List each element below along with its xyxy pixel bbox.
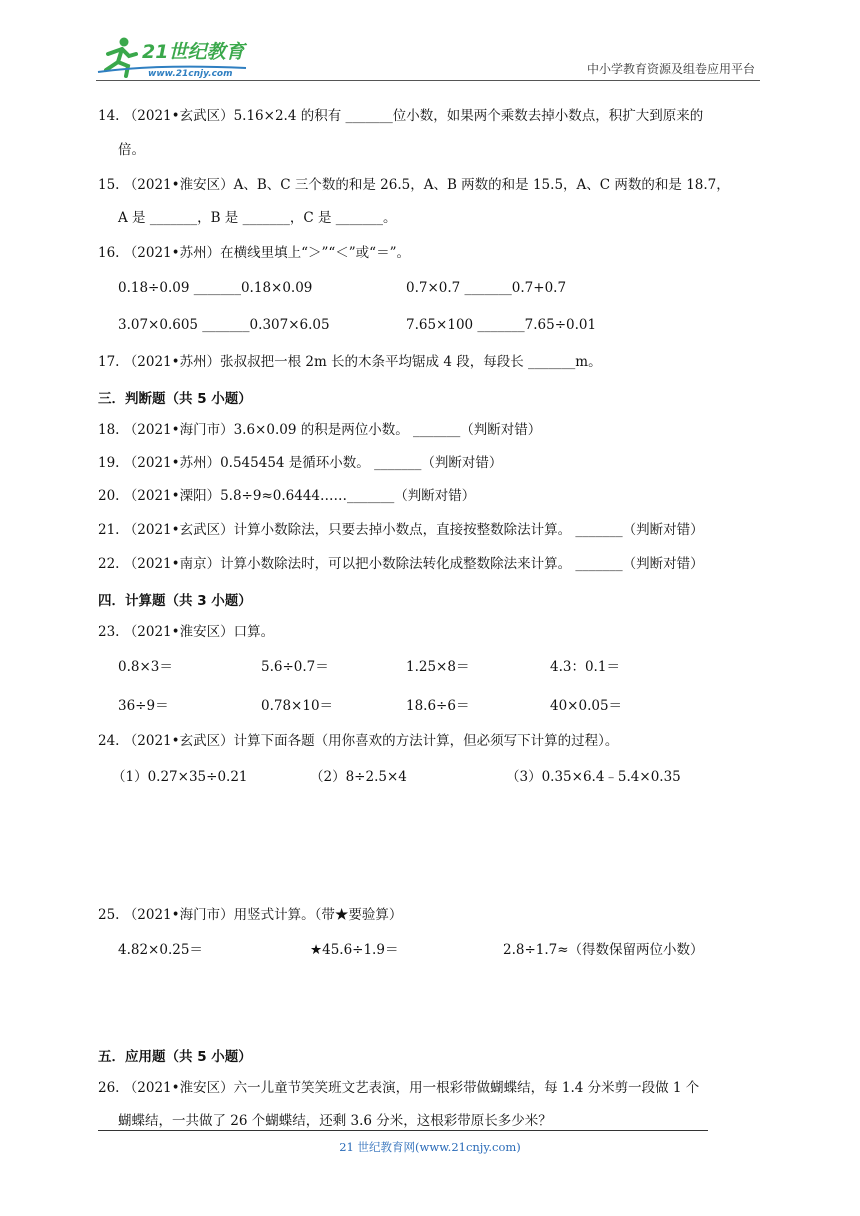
q24-part2: （2）8÷2.5×4 <box>310 769 407 785</box>
site-logo <box>96 34 266 78</box>
q15-line2: A 是 _______，B 是 _______，C 是 _______。 <box>118 210 397 226</box>
q23-item: 40×0.05＝ <box>550 698 623 714</box>
q25-item2: ★45.6÷1.9＝ <box>310 942 399 958</box>
q14-line1: 14. （2021•玄武区）5.16×2.4 的积有 _______位小数，如果两个乘数去掉小数点，积扩大到原来的 <box>98 108 704 124</box>
footer-link[interactable]: 21 世纪教育网(www.21cnjy.com) <box>339 1140 521 1154</box>
section-calculation-heading: 四．计算题（共 3 小题） <box>98 593 252 609</box>
q25-item3: 2.8÷1.7≈（得数保留两位小数） <box>503 942 704 958</box>
q23-item: 1.25×8＝ <box>406 659 470 675</box>
q16-item4: 7.65×100 _______7.65÷0.01 <box>406 317 597 333</box>
q17: 17. （2021•苏州）张叔叔把一根 2m 长的木条平均锯成 4 段，每段长 _______m。 <box>98 354 602 370</box>
section-application-heading: 五．应用题（共 5 小题） <box>98 1049 252 1065</box>
q22: 22. （2021•南京）计算小数除法时，可以把小数除法转化成整数除法来计算。 _______（判断对错） <box>98 556 704 572</box>
q23-stem: 23. （2021•淮安区）口算。 <box>98 624 275 640</box>
q25-stem: 25. （2021•海门市）用竖式计算。（带★要验算） <box>98 907 403 923</box>
q23-item: 4.3：0.1＝ <box>550 659 620 675</box>
q19: 19. （2021•苏州）0.545454 是循环小数。 _______（判断对错） <box>98 455 503 471</box>
q23-item: 36÷9＝ <box>118 698 169 714</box>
section-judgement-heading: 三．判断题（共 5 小题） <box>98 391 252 407</box>
q23-item: 0.78×10＝ <box>261 698 334 714</box>
header-divider <box>96 80 760 81</box>
q23-item: 18.6÷6＝ <box>406 698 470 714</box>
q24-part3: （3）0.35×6.4﹣5.4×0.35 <box>506 769 681 785</box>
q24-stem: 24. （2021•玄武区）计算下面各题（用你喜欢的方法计算，但必须写下计算的过程）。 <box>98 733 619 749</box>
q23-item: 0.8×3＝ <box>118 659 173 675</box>
q16-item1: 0.18÷0.09 _______0.18×0.09 <box>118 280 313 296</box>
q26-line1: 26. （2021•淮安区）六一儿童节笑笑班文艺表演，用一根彩带做蝴蝶结，每 1.4 分米剪一段做 1 个 <box>98 1080 700 1096</box>
q15-line1: 15. （2021•淮安区）A、B、C 三个数的和是 26.5，A、B 两数的和是 15.5，A、C 两数的和是 18.7， <box>98 177 730 193</box>
platform-name: 中小学教育资源及组卷应用平台 <box>586 62 755 76</box>
logo-text: 21世纪教育 <box>142 41 245 63</box>
q24-part1: （1）0.27×35÷0.21 <box>112 769 248 785</box>
q16-item3: 3.07×0.605 _______0.307×6.05 <box>118 317 330 333</box>
q14-line2: 倍。 <box>118 142 145 158</box>
q16-item2: 0.7×0.7 _______0.7+0.7 <box>406 280 567 296</box>
q18: 18. （2021•海门市）3.6×0.09 的积是两位小数。 _______（判断对错） <box>98 422 542 438</box>
q23-item: 5.6÷0.7＝ <box>261 659 329 675</box>
q20: 20. （2021•溧阳）5.8÷9≈0.6444……_______（判断对错） <box>98 488 476 504</box>
q21: 21. （2021•玄武区）计算小数除法，只要去掉小数点，直接按整数除法计算。 _______（判断对错） <box>98 522 704 538</box>
q16-stem: 16. （2021•苏州）在横线里填上“＞”“＜”或“＝”。 <box>98 245 410 261</box>
logo-url: www.21cnjy.com <box>148 69 233 78</box>
footer-divider <box>98 1130 708 1131</box>
q26-line2: 蝴蝶结，一共做了 26 个蝴蝶结，还剩 3.6 分米，这根彩带原长多少米？ <box>118 1113 552 1129</box>
q25-item1: 4.82×0.25＝ <box>118 942 203 958</box>
